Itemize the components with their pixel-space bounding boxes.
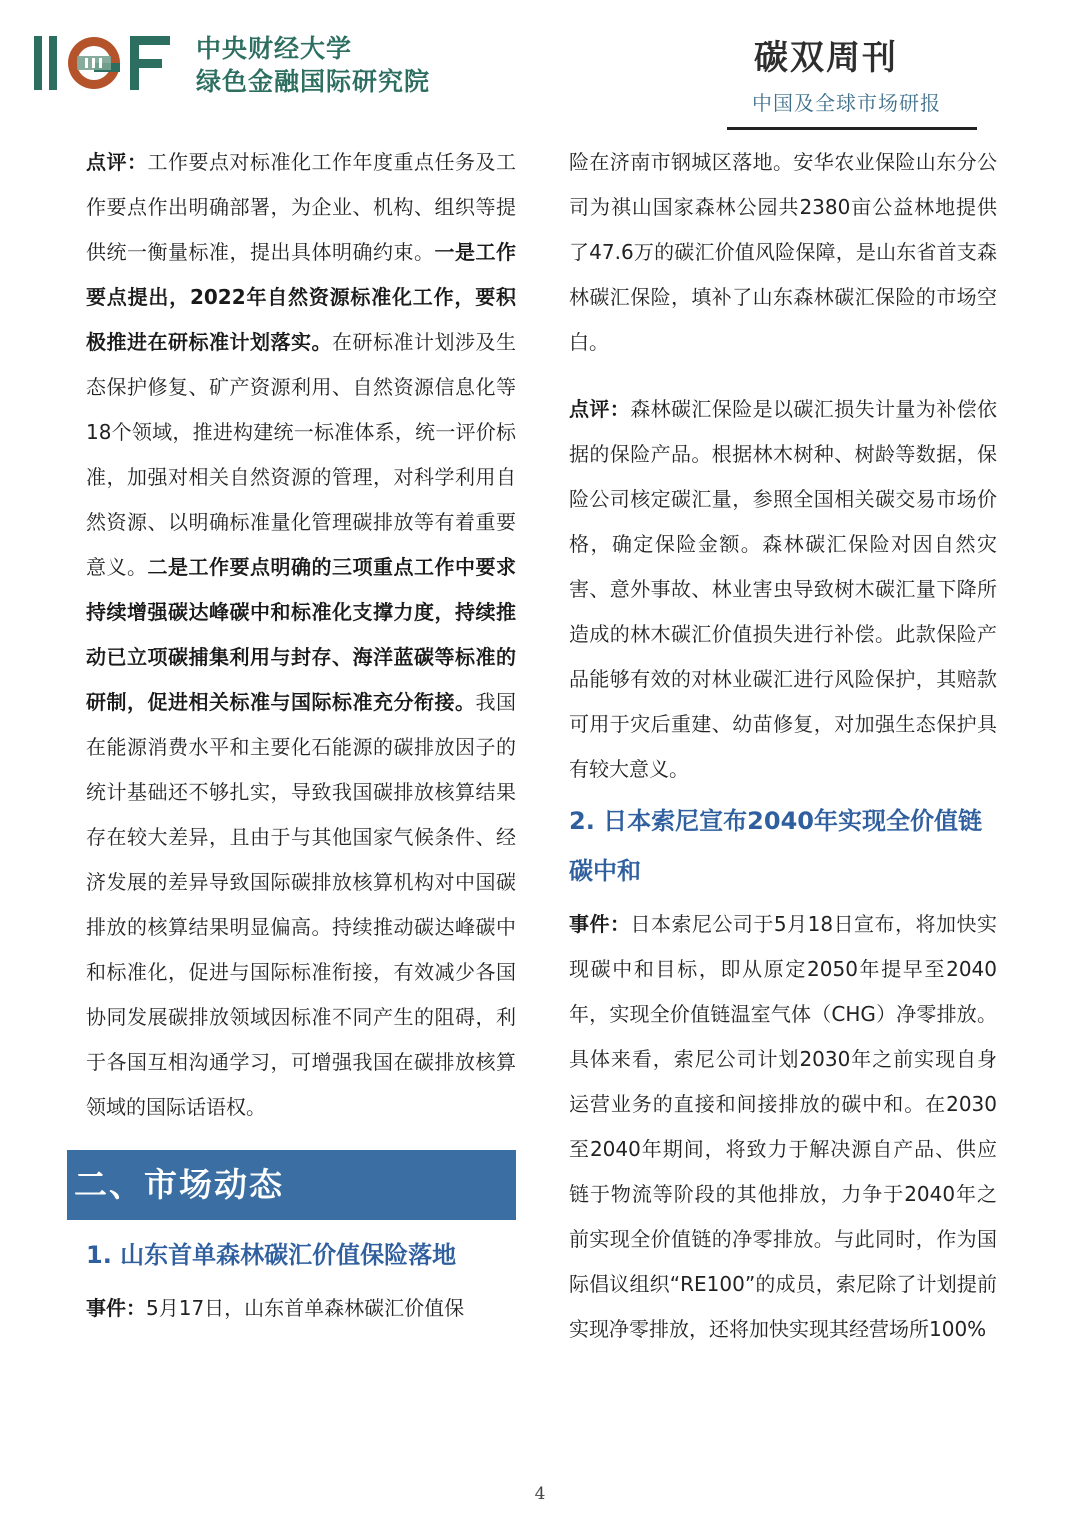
publication-title: 碳双周刊	[754, 38, 898, 78]
comment-text-3: 我国在能源消费水平和主要化石能源的碳排放因子的统计基础还不够扎实，导致我国碳排放核算结果存在较大差异，且由于与其他国家气候条件、经济发展的差异导致国际碳排放核算机构对中国碳排放的核算结果明显偏高。持续推动碳达峰碳中和标准化，促进与国际标准衔接，有效减少各国协同发展碳排放领域因标准不同产生的阻碍，利于各国互相沟通学习，可增强我国在碳排放核算领域的国际话语权。	[86, 690, 516, 1119]
left-column	[74, 140, 516, 1331]
page-number: 4	[534, 1484, 546, 1504]
event-paragraph-2	[569, 902, 997, 1352]
comment-label: 点评：	[86, 150, 148, 174]
comment-text-2: 在研标准计划涉及生态保护修复、矿产资源利用、自然资源信息化等18个领域，推进构建统一标准体系，统一评价标准，加强对相关自然资源的管理，对科学利用自然资源、以明确标准量化管理碳排放等有着重要意义。	[86, 330, 516, 579]
comment-bold-point-2: 二是工作要点明确的三项重点工作中要求持续增强碳达峰碳中和标准化支撑力度，持续推动已立项碳捕集利用与封存、海洋蓝碳等标准的研制，促进相关标准与国际标准充分衔接。	[86, 555, 516, 714]
subsection-heading-2: 2. 日本索尼宣布2040年实现全价值链碳中和	[569, 807, 982, 885]
page-header	[0, 0, 1080, 140]
org-line-2: 绿色金融国际研究院	[196, 67, 431, 96]
comment-label: 点评：	[569, 397, 631, 421]
comment-text: 工作要点对标准化工作年度重点任务及工作要点作出明确部署，为企业、机构、组织等提供统一衡量标准，提出具体明确约束。	[86, 150, 516, 264]
section-heading-market: 二、市场动态	[67, 1150, 516, 1220]
organization-name	[196, 32, 430, 98]
org-line-1: 中央财经大学	[196, 34, 353, 63]
event-text: 日本索尼公司于5月18日宣布，将加快实现碳中和目标，即从原定2050年提早至2040年，实现全价值链温室气体（CHG）净零排放。具体来看，索尼公司计划2030年之前实现自身运营业务的直接和间接排放的碳中和。在2030至2040年期间，将致力于解决源自产品、供应链于物流等阶段的其他排放，力争于2040年之前实现全价值链的净零排放。与此同时，作为国际倡议组织“RE100”的成员，索尼除了计划提前实现净零排放，还将加快实现其经营场所100%	[569, 912, 997, 1341]
right-column	[569, 140, 997, 1352]
event-paragraph-1	[86, 1286, 516, 1331]
comment-bold-point-1: 一是工作要点提出，2022年自然资源标准化工作，要积极推进在研标准计划落实。	[86, 240, 516, 354]
event-label: 事件：	[569, 912, 631, 936]
event-paragraph-1-continued: 险在济南市钢城区落地。安华农业保险山东分公司为祺山国家森林公园共2380亩公益林地提供了47.6万的碳汇价值风险保障，是山东省首支森林碳汇保险，填补了山东森林碳汇保险的市场空白。	[569, 150, 997, 354]
comment-text: 森林碳汇保险是以碳汇损失计量为补偿依据的保险产品。根据林木树种、树龄等数据，保险公司核定碳汇量，参照全国相关碳交易市场价格，确定保险金额。森林碳汇保险对因自然灾害、意外事故、林业害虫导致树木碳汇量下降所造成的林木碳汇价值损失进行补偿。此款保险产品能够有效的对林业碳汇进行风险保护，其赔款可用于灾后重建、幼苗修复，对加强生态保护具有较大意义。	[569, 397, 998, 781]
subsection-heading-1: 1. 山东首单森林碳汇价值保险落地	[86, 1241, 457, 1269]
event-text: 5月17日，山东首单森林碳汇价值保	[146, 1296, 465, 1320]
header-divider	[727, 127, 977, 130]
publication-subtitle: 中国及全球市场研报	[752, 91, 941, 115]
comment-paragraph-1	[86, 140, 516, 1130]
iigf-logo-icon	[34, 32, 180, 94]
comment-paragraph-2	[569, 387, 997, 792]
event-label: 事件：	[86, 1296, 146, 1320]
